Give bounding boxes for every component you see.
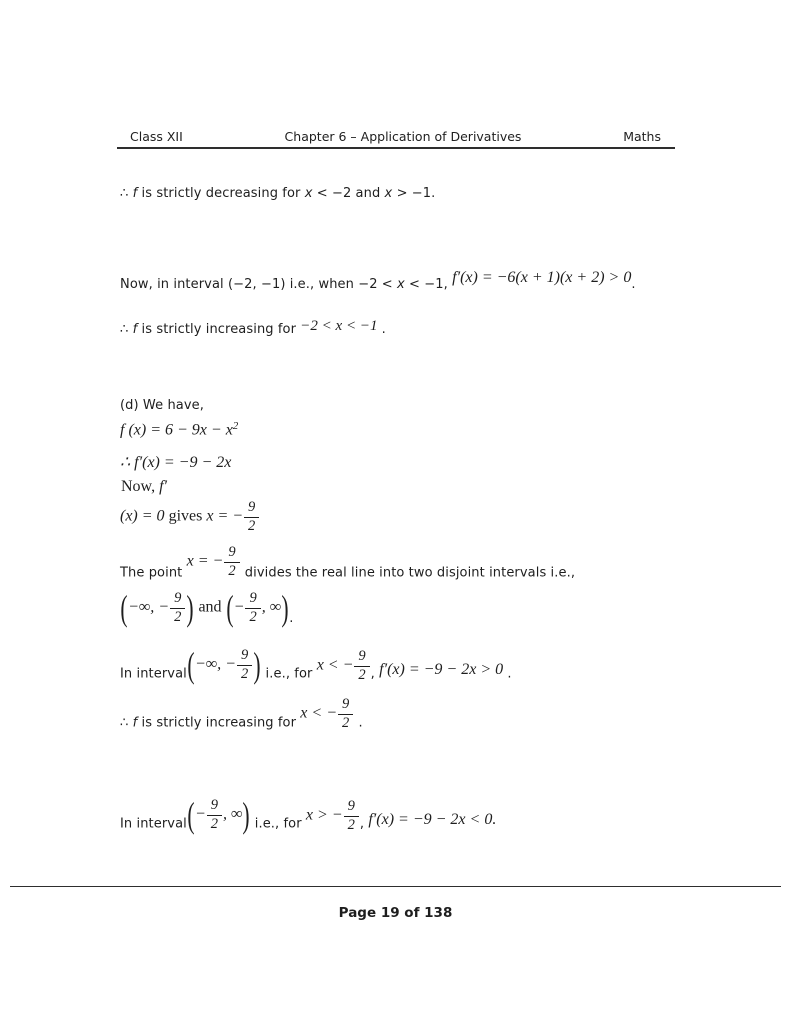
- text-run: In interval: [120, 666, 187, 682]
- denominator: 2: [240, 665, 249, 682]
- text-run: f: [132, 186, 138, 201]
- fraction: [338, 697, 353, 731]
- numerator: 9: [354, 649, 369, 667]
- fraction: [354, 649, 369, 683]
- denominator: 2: [248, 517, 256, 534]
- math-run: −: [194, 805, 206, 823]
- close-paren: ): [281, 588, 289, 628]
- math-run: x > −: [305, 806, 343, 824]
- text-run: f: [132, 715, 138, 731]
- fraction: [237, 648, 252, 682]
- header-class-label: Class XII: [130, 129, 183, 144]
- line-increasing-conclusion-2: [120, 696, 363, 740]
- open-paren: (: [225, 588, 234, 628]
- math-group: [300, 697, 354, 731]
- math-run: (x) = 0: [120, 507, 169, 525]
- text-run: x: [304, 186, 313, 201]
- text-run: Now, in interval (−2, −1) i.e., when −2 <: [120, 277, 398, 292]
- numerator: 9: [344, 799, 359, 817]
- math-group: [187, 545, 241, 579]
- open-paren: (: [120, 588, 128, 628]
- text-run: f: [132, 322, 138, 337]
- numerator: 9: [245, 591, 260, 609]
- numerator: 9: [170, 591, 185, 609]
- math-run: f′: [159, 478, 168, 495]
- line-interval-neg2-neg1: [120, 269, 636, 293]
- math-run: x = −: [206, 507, 244, 525]
- math-run: f′(x) = −9 − 2x < 0.: [368, 810, 497, 828]
- numerator: 9: [244, 500, 259, 518]
- text-run: (d) We have,: [120, 398, 204, 413]
- math-group: [317, 649, 371, 683]
- math-group: [187, 797, 251, 833]
- formula-f-prime: [120, 452, 231, 472]
- close-paren: ): [253, 645, 261, 685]
- footer-page-label: Page 19 of 138: [338, 905, 453, 921]
- fraction: [245, 591, 260, 625]
- text-run: .: [377, 322, 386, 337]
- line-decreasing-conclusion: [120, 186, 435, 201]
- fraction: [344, 799, 359, 833]
- open-paren: (: [187, 645, 195, 685]
- close-paren: ): [242, 795, 251, 835]
- math-run: f (x) = 6 − 9x − x: [120, 421, 233, 439]
- math-run: f′(x) = −6(x + 1)(x + 2) > 0: [452, 269, 632, 286]
- math-run: x < −: [316, 656, 354, 674]
- fraction: [224, 545, 239, 579]
- numerator: 9: [237, 648, 252, 666]
- text-run: > −1.: [392, 186, 436, 201]
- denominator: 2: [210, 815, 219, 832]
- exponent: 2: [232, 420, 239, 432]
- text-run: In interval: [120, 816, 187, 832]
- text-run: Now,: [121, 478, 160, 495]
- fraction: [207, 798, 222, 832]
- line-d-we-have: [120, 398, 204, 413]
- math-run: , ∞: [223, 805, 243, 823]
- text-run: ,: [359, 816, 369, 832]
- footer-divider: [10, 886, 781, 887]
- denominator: 2: [249, 608, 257, 625]
- line-increasing-conclusion-1: [120, 318, 386, 338]
- math-group: [306, 799, 360, 833]
- numerator: 9: [224, 545, 239, 563]
- text-run: ∴: [120, 322, 133, 337]
- text-run: is strictly decreasing for: [137, 186, 305, 201]
- text-run: .: [289, 610, 294, 626]
- line-intervals: [120, 590, 293, 626]
- math-run: −∞, −: [128, 598, 170, 616]
- text-run: < −2 and: [312, 186, 385, 201]
- close-paren: ): [186, 588, 195, 628]
- fraction: [170, 591, 185, 625]
- text-run: ∴: [120, 715, 133, 731]
- header-chapter-title: Chapter 6 – Application of Derivatives: [284, 129, 522, 144]
- text-run: x: [397, 277, 405, 292]
- text-run: The point: [120, 565, 187, 581]
- open-paren: (: [187, 795, 195, 835]
- math-run: ∴ f′(x) = −9 − 2x: [120, 454, 232, 471]
- text-run: is strictly increasing for: [137, 715, 301, 731]
- text-run: and: [194, 598, 226, 616]
- numerator: 9: [338, 697, 353, 715]
- text-run: divides the real line into two disjoint intervals i.e.,: [240, 565, 576, 581]
- header-subject-label: Maths: [623, 129, 661, 144]
- denominator: 2: [358, 666, 366, 683]
- math-run: f′(x) = −9 − 2x > 0: [379, 660, 504, 678]
- line-in-interval-2: [120, 795, 497, 842]
- text-run: ∴: [120, 186, 133, 201]
- math-run: −∞, −: [194, 655, 236, 673]
- text-run: < −1,: [404, 277, 453, 292]
- fraction: [244, 500, 259, 534]
- math-run: , ∞: [261, 598, 282, 616]
- denominator: 2: [342, 714, 350, 731]
- text-run: i.e., for: [250, 816, 306, 832]
- text-run: ,: [370, 666, 380, 682]
- formula-x-gives: [120, 500, 260, 534]
- numerator: 9: [207, 798, 222, 816]
- line-point-divides: [120, 544, 576, 590]
- text-run: i.e., for: [261, 666, 317, 682]
- text-run: .: [631, 277, 636, 292]
- text-run: is strictly increasing for: [137, 322, 301, 337]
- math-run: x < −: [300, 704, 337, 722]
- page-header: [117, 129, 675, 149]
- text-run: .: [354, 715, 363, 731]
- text-run: x: [384, 186, 393, 201]
- text-run: .: [503, 666, 512, 682]
- math-run: −2 < x < −1: [300, 318, 378, 334]
- formula-fx: [120, 420, 238, 439]
- math-run: −: [233, 598, 245, 616]
- math-group: [187, 647, 261, 683]
- denominator: 2: [174, 608, 182, 625]
- text-run: gives: [168, 507, 207, 525]
- formula-now-f-prime: [121, 478, 167, 496]
- denominator: 2: [228, 562, 236, 579]
- denominator: 2: [347, 816, 355, 833]
- math-run: x = −: [186, 552, 224, 570]
- line-in-interval-1: [120, 645, 512, 692]
